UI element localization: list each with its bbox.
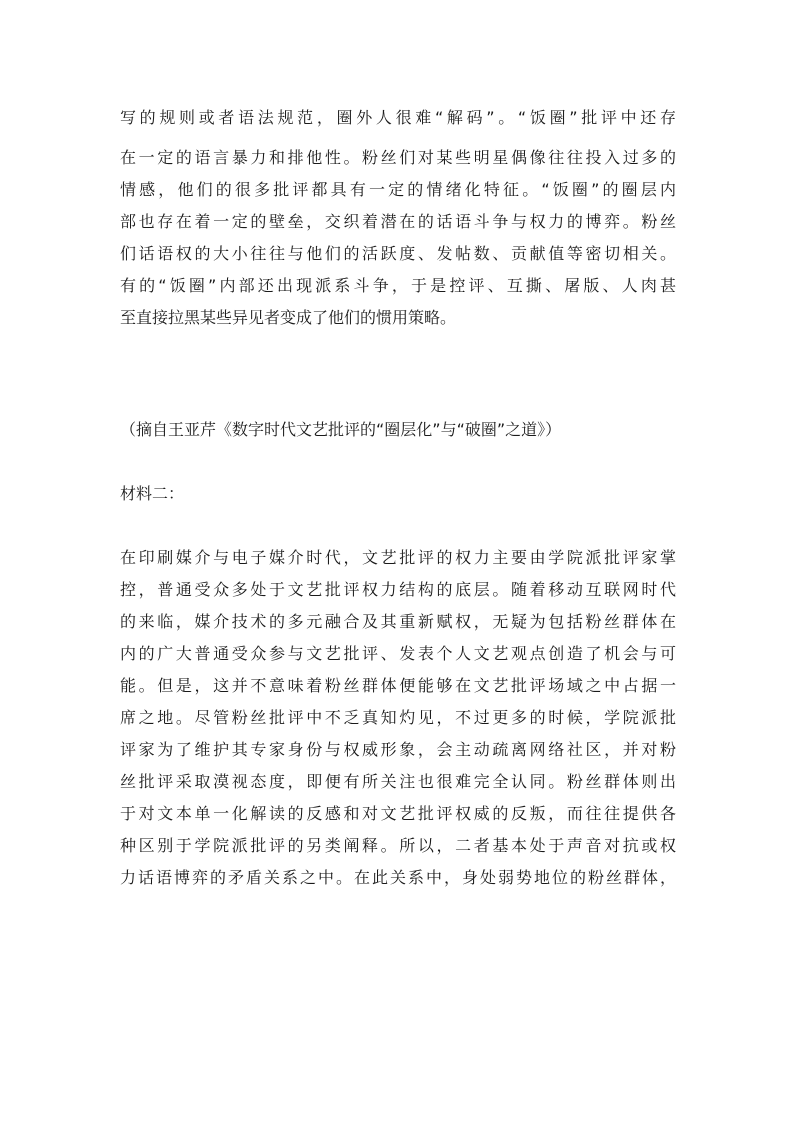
citation: （摘自王亚芹《数字时代文艺批评的“圈层化”与“破圈”之道》）: [120, 420, 562, 439]
paragraph-1-line-4: 部也存在着一定的壁垒，交织着潜在的话语斗争与权力的博弈。粉丝: [120, 212, 676, 231]
paragraph-2-line-4: 内的广大普通受众参与文艺批评、发表个人文艺观点创造了机会与可: [120, 644, 676, 663]
paragraph-1-line-1: 写的规则或者语法规范，圈外人很难“解码”。“饭圈”批评中还存: [120, 108, 676, 127]
paragraph-2-line-2: 控，普通受众多处于文艺批评权力结构的底层。随着移动互联网时代: [120, 580, 676, 599]
paragraph-1-line-6: 有的“饭圈”内部还出现派系斗争，于是控评、互撕、屠版、人肉甚: [120, 276, 676, 295]
paragraph-2-line-8: 丝批评采取漠视态度，即便有所关注也很难完全认同。粉丝群体则出: [120, 772, 676, 791]
paragraph-2-line-6: 席之地。尽管粉丝批评中不乏真知灼见，不过更多的时候，学院派批: [120, 708, 676, 727]
paragraph-1-line-3: 情感，他们的很多批评都具有一定的情绪化特征。“饭圈”的圈层内: [120, 180, 676, 199]
paragraph-2-line-11: 力话语博弈的矛盾关系之中。在此关系中，身处弱势地位的粉丝群体，: [120, 868, 676, 887]
paragraph-2-line-5: 能。但是，这并不意味着粉丝群体便能够在文艺批评场域之中占据一: [120, 676, 676, 695]
paragraph-2-line-3: 的来临，媒介技术的多元融合及其重新赋权，无疑为包括粉丝群体在: [120, 612, 676, 631]
section-heading: 材料二：: [120, 484, 185, 503]
paragraph-1-line-5: 们话语权的大小往往与他们的活跃度、发帖数、贡献值等密切相关。: [120, 244, 676, 263]
paragraph-1-line-7: 至直接拉黑某些异见者变成了他们的惯用策略。: [120, 308, 457, 327]
paragraph-2-line-9: 于对文本单一化解读的反感和对文艺批评权威的反叛，而往往提供各: [120, 804, 676, 823]
paragraph-2-line-7: 评家为了维护其专家身份与权威形象，会主动疏离网络社区，并对粉: [120, 740, 676, 759]
paragraph-2-line-1: 在印刷媒介与电子媒介时代，文艺批评的权力主要由学院派批评家掌: [120, 548, 676, 567]
paragraph-2-line-10: 种区别于学院派批评的另类阐释。所以，二者基本处于声音对抗或权: [120, 836, 676, 855]
paragraph-1-line-2: 在一定的语言暴力和排他性。粉丝们对某些明星偶像往往投入过多的: [120, 148, 676, 167]
